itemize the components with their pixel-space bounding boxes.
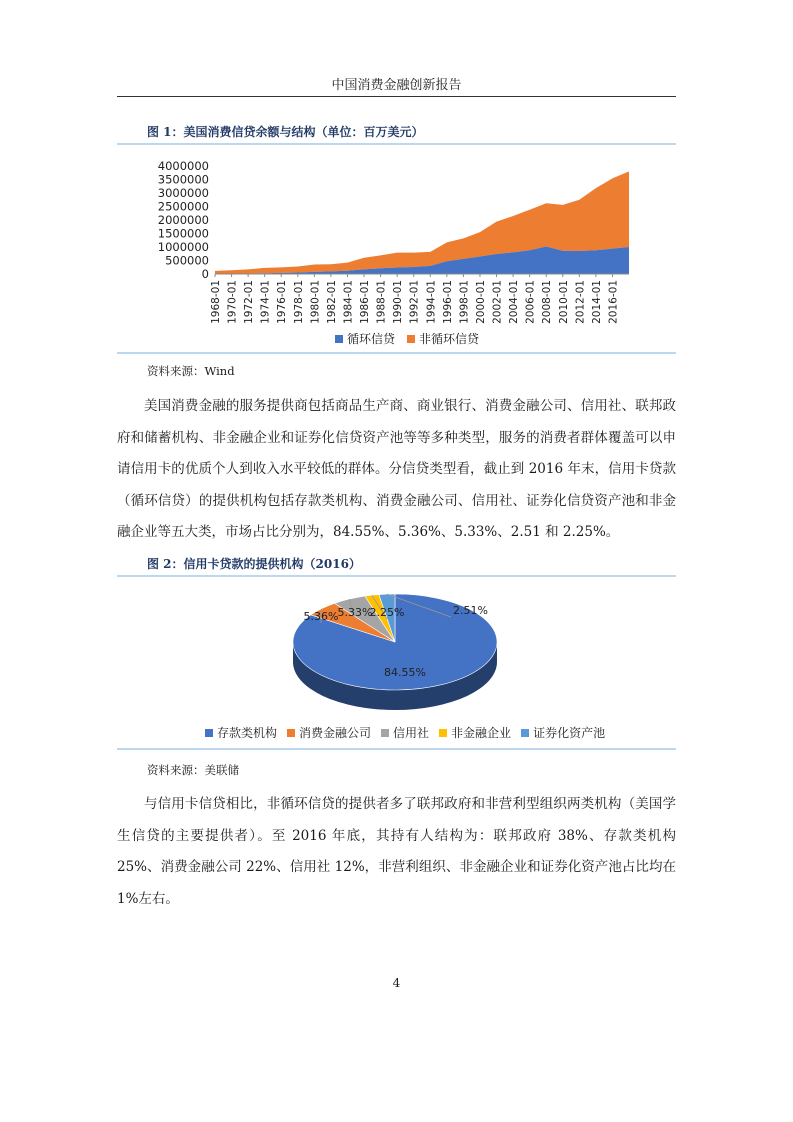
pie-data-label: 5.36% bbox=[303, 610, 339, 623]
legend-swatch-finance-co bbox=[287, 729, 295, 737]
figure2-top-band bbox=[117, 575, 676, 577]
x-tick-label: 1972-01 bbox=[243, 280, 256, 324]
x-tick-label: 1986-01 bbox=[359, 280, 372, 324]
page-header-title: 中国消费金融创新报告 bbox=[331, 78, 462, 93]
figure1-area-chart bbox=[117, 150, 676, 350]
legend-label-nonrevolving: 非循环信贷 bbox=[419, 332, 480, 346]
x-tick-label: 1978-01 bbox=[292, 280, 305, 324]
legend-swatch-revolving bbox=[335, 335, 343, 343]
legend-swatch-credit-union bbox=[381, 729, 389, 737]
figure1-source: 资料来源：Wind bbox=[147, 364, 235, 378]
figure1-legend bbox=[335, 330, 479, 347]
figure1-caption: 图 1：美国消费信贷余额与结构（单位：百万美元） bbox=[147, 125, 424, 139]
y-tick-label: 3000000 bbox=[157, 186, 209, 200]
legend-swatch-depository bbox=[205, 729, 213, 737]
legend-swatch-nonfinancial bbox=[439, 729, 447, 737]
x-tick-label: 1992-01 bbox=[408, 280, 421, 324]
paragraph-2: 与信用卡信贷相比，非循环信贷的提供者多了联邦政府和非营利型组织两类机构（美国学生信贷的主要提供者）。至 2016 年底，其持有人结构为：联邦政府 38%、存款类机构 25%、消费金融公司 22%、信用社 12%，非营利组织、非金融企业和证券化资产池占比均在 1%左右。 bbox=[117, 796, 676, 907]
x-tick-label: 1988-01 bbox=[375, 280, 388, 324]
legend-label-finance-co: 消费金融公司 bbox=[299, 726, 372, 740]
x-tick-label: 1990-01 bbox=[392, 280, 405, 324]
x-tick-label: 1968-01 bbox=[210, 280, 222, 324]
y-tick-label: 2500000 bbox=[157, 199, 209, 214]
figure1-bottom-band bbox=[117, 352, 676, 354]
y-tick-label: 0 bbox=[201, 267, 209, 281]
y-tick-label: 500000 bbox=[165, 253, 209, 268]
page-number: 4 bbox=[392, 976, 401, 990]
x-tick-label: 1996-01 bbox=[441, 280, 454, 324]
x-tick-label: 1984-01 bbox=[342, 280, 355, 324]
y-tick-label: 4000000 bbox=[157, 159, 209, 173]
legend-label-nonfinancial: 非金融企业 bbox=[451, 726, 512, 740]
legend-swatch-nonrevolving bbox=[407, 335, 415, 343]
x-tick-label: 2004-01 bbox=[508, 280, 521, 324]
x-tick-label: 2002-01 bbox=[491, 280, 504, 324]
x-tick-label: 1998-01 bbox=[458, 280, 471, 324]
figure2-pie-chart bbox=[117, 580, 676, 720]
x-tick-label: 1970-01 bbox=[226, 280, 239, 324]
y-tick-label: 1500000 bbox=[157, 226, 209, 241]
legend-label-depository: 存款类机构 bbox=[217, 726, 278, 740]
pie-data-label: 2.25% bbox=[369, 606, 405, 619]
x-tick-label: 2014-01 bbox=[590, 280, 603, 324]
x-tick-label: 2000-01 bbox=[474, 280, 487, 324]
x-tick-label: 1994-01 bbox=[425, 280, 438, 324]
pie-data-label: 5.33% bbox=[337, 606, 373, 619]
x-tick-label: 1982-01 bbox=[325, 280, 338, 324]
x-tick-label: 1980-01 bbox=[309, 280, 322, 324]
legend-swatch-securitized bbox=[521, 729, 529, 737]
pie-data-label: 2.51% bbox=[453, 604, 488, 617]
figure1-top-band bbox=[117, 143, 676, 145]
x-tick-label: 2010-01 bbox=[557, 280, 570, 324]
legend-label-revolving: 循环信贷 bbox=[347, 332, 396, 346]
x-tick-label: 2006-01 bbox=[524, 280, 537, 324]
y-tick-label: 1000000 bbox=[157, 240, 209, 254]
header-divider bbox=[117, 96, 676, 97]
x-tick-label: 2016-01 bbox=[607, 280, 620, 324]
figure2-source: 资料来源：美联储 bbox=[147, 763, 239, 777]
y-tick-label: 2000000 bbox=[157, 213, 209, 227]
paragraph-1: 美国消费金融的服务提供商包括商品生产商、商业银行、消费金融公司、信用社、联邦政府和储蓄机构、非金融企业和证券化信贷资产池等等多种类型，服务的消费者群体覆盖可以申请信用卡的优质个人到收入水平较低的群体。分信贷类型看，截止到 2016 年末，信用卡贷款（循环信贷）的提供机构包括存款类机构、消费金融公司、信用社、证券化信贷资产池和非金融企业等五大类，市场占比分别为，84.55%、5.36%、5.33%、2.51 和 2.25%。 bbox=[117, 398, 676, 540]
legend-label-securitized: 证券化资产池 bbox=[533, 726, 606, 740]
pie-data-label: 84.55% bbox=[384, 666, 426, 679]
x-tick-label: 1974-01 bbox=[259, 280, 272, 324]
figure2-caption: 图 2：信用卡贷款的提供机构（2016） bbox=[147, 557, 361, 571]
legend-label-credit-union: 信用社 bbox=[393, 726, 430, 740]
x-tick-label: 2008-01 bbox=[541, 280, 554, 324]
x-tick-label: 1976-01 bbox=[276, 280, 289, 324]
figure2-legend bbox=[205, 724, 605, 741]
figure2-bottom-band bbox=[117, 748, 676, 750]
y-tick-label: 3500000 bbox=[157, 172, 209, 187]
x-tick-label: 2012-01 bbox=[574, 280, 587, 324]
